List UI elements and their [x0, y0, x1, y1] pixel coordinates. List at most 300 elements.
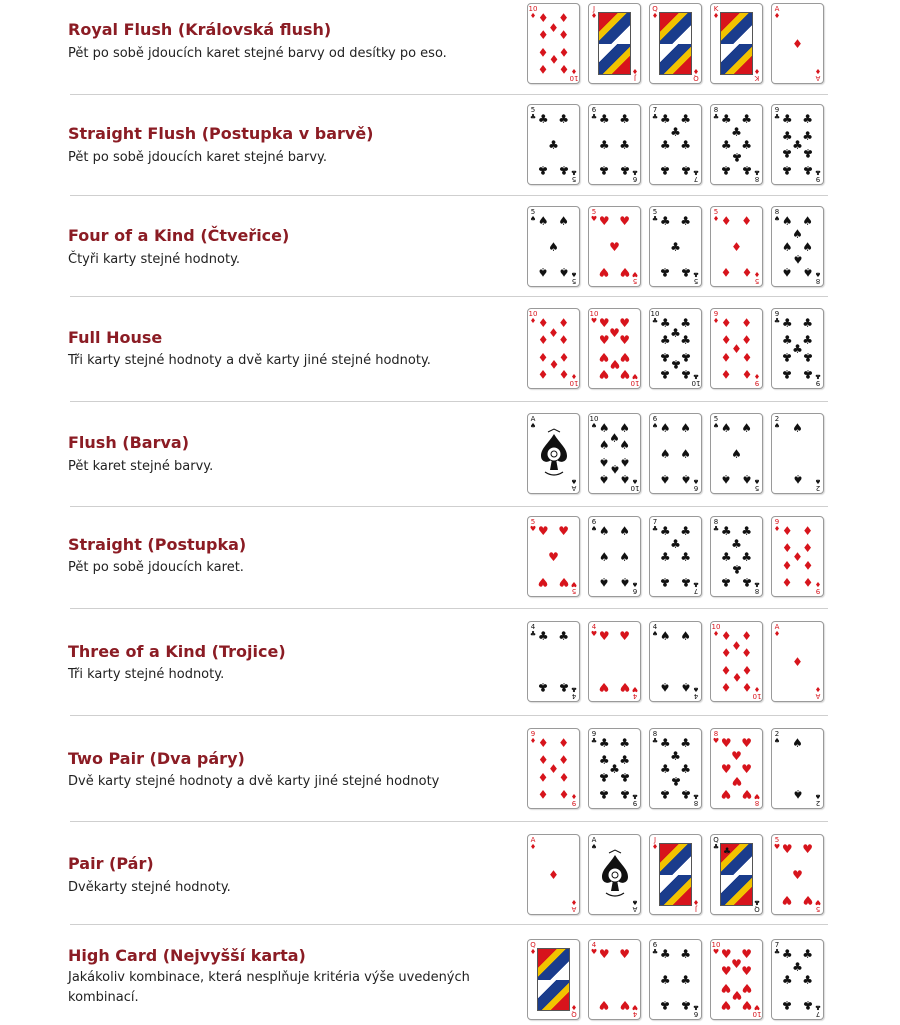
diamond-pip-icon: ♦ [741, 679, 753, 694]
hand-title: Royal Flush (Královská flush) [68, 20, 332, 39]
card-rank: 8 [652, 730, 658, 738]
hand-description: Čtyři karty stejné hodnoty. [68, 252, 241, 267]
card-rank: 8 [774, 208, 780, 216]
card-rank: 2 [815, 484, 821, 492]
card-rank: 10 [752, 692, 762, 700]
card-rank: 9 [530, 730, 536, 738]
card-index [813, 168, 823, 182]
club-pip-icon: ♣ [680, 316, 692, 331]
club-pip-icon: ♣ [802, 112, 814, 127]
hand-title: High Card (Nejvyšší karta) [68, 946, 306, 965]
heart-icon: ♥ [814, 898, 822, 906]
card-index [630, 168, 640, 182]
card-rank: A [632, 905, 638, 913]
club-pip-icon: ♣ [680, 736, 692, 751]
diamond-pip-icon: ♦ [537, 752, 549, 767]
club-pip-icon: ♣ [680, 264, 692, 279]
card-rank: 4 [591, 623, 597, 631]
card-rank: 4 [652, 623, 658, 631]
club-pip-icon: ♣ [781, 112, 793, 127]
heart-pip-icon: ♥ [781, 892, 793, 907]
heart-icon: ♥ [631, 372, 639, 380]
hand-title: Straight Flush (Postupka v barvě) [68, 124, 374, 143]
diamond-pip-icon: ♦ [720, 264, 732, 279]
heart-pip-icon: ♥ [720, 981, 732, 996]
card-group [527, 834, 837, 916]
diamond-pip-icon: ♦ [558, 786, 570, 801]
spade-icon: ♠ [570, 270, 578, 278]
club-pip-icon: ♣ [537, 629, 549, 644]
spade-icon: ♠ [753, 477, 761, 485]
diamond-pip-icon: ♦ [558, 11, 570, 26]
heart-icon: ♥ [773, 843, 781, 851]
diamond-icon: ♦ [773, 12, 781, 20]
card-index [630, 477, 640, 491]
club-pip-icon: ♣ [619, 137, 631, 152]
spade-pip-icon: ♠ [792, 736, 803, 751]
club-pip-icon: ♣ [802, 316, 814, 331]
heart-pip-icon: ♥ [741, 981, 753, 996]
heart-pip-icon: ♥ [558, 574, 570, 589]
card-rank: 7 [652, 106, 658, 114]
club-pip-icon: ♣ [680, 332, 692, 347]
spade-pip-icon: ♠ [680, 629, 692, 644]
spade-pip-icon: ♠ [659, 446, 671, 461]
playing-card-4-heart [588, 939, 641, 1020]
club-pip-icon: ♣ [659, 761, 671, 776]
card-index [569, 67, 579, 81]
spade-pip-icon: ♠ [659, 471, 671, 486]
card-rank: Q [652, 5, 658, 13]
spade-icon: ♠ [590, 843, 598, 851]
club-pip-icon: ♣ [659, 214, 671, 229]
diamond-icon: ♦ [753, 372, 761, 380]
diamond-icon: ♦ [529, 317, 537, 325]
heart-pip-icon: ♥ [619, 366, 631, 381]
card-index [752, 1003, 762, 1017]
card-rank: 10 [630, 484, 640, 492]
heart-pip-icon: ♥ [598, 997, 610, 1012]
diamond-pip-icon: ♦ [741, 645, 753, 660]
diamond-icon: ♦ [529, 843, 537, 851]
spade-pip-icon: ♠ [731, 446, 742, 461]
spade-pip-icon: ♠ [619, 524, 631, 539]
card-rank: 9 [713, 310, 719, 318]
card-rank: 8 [713, 106, 719, 114]
card-index [752, 168, 762, 182]
heart-pip-icon: ♥ [802, 892, 814, 907]
card-index [813, 685, 823, 699]
diamond-pip-icon: ♦ [792, 654, 803, 669]
diamond-pip-icon: ♦ [537, 316, 549, 331]
diamond-icon: ♦ [712, 12, 720, 20]
card-index [752, 898, 762, 912]
spade-pip-icon: ♠ [792, 252, 803, 267]
spade-icon: ♠ [590, 422, 598, 430]
club-pip-icon: ♣ [659, 264, 671, 279]
diamond-icon: ♦ [570, 1003, 578, 1011]
card-index [569, 580, 579, 594]
section-divider [70, 608, 828, 609]
spade-pip-icon: ♠ [802, 239, 814, 254]
card-rank: 9 [774, 106, 780, 114]
club-pip-icon: ♣ [781, 997, 793, 1012]
diamond-pip-icon: ♦ [741, 663, 753, 678]
spade-icon: ♠ [692, 477, 700, 485]
diamond-icon: ♦ [661, 16, 671, 26]
heart-pip-icon: ♥ [792, 867, 803, 882]
heart-pip-icon: ♥ [731, 988, 742, 1003]
card-rank: A [571, 484, 577, 492]
card-rank: 10 [569, 74, 579, 82]
card-rank: K [713, 5, 719, 13]
spade-icon: ♠ [651, 630, 659, 638]
club-pip-icon: ♣ [670, 239, 681, 254]
club-pip-icon: ♣ [680, 366, 692, 381]
card-rank: 8 [713, 518, 719, 526]
club-pip-icon: ♣ [619, 162, 631, 177]
card-rank: 10 [650, 310, 660, 318]
club-pip-icon: ♣ [558, 112, 570, 127]
hand-title: Three of a Kind (Trojice) [68, 642, 286, 661]
hand-title: Two Pair (Dva páry) [68, 749, 245, 768]
card-rank: 10 [711, 941, 721, 949]
hand-description: Pět po sobě jdoucích karet stejné barvy od desítky po eso. [68, 46, 447, 61]
hand-title: Straight (Postupka) [68, 535, 247, 554]
club-icon: ♣ [692, 270, 700, 278]
card-rank: 4 [632, 1010, 638, 1018]
diamond-pip-icon: ♦ [781, 574, 793, 589]
diamond-pip-icon: ♦ [720, 316, 732, 331]
card-group [527, 516, 837, 598]
card-index [691, 168, 701, 182]
ornate-ace-of-spades-icon [536, 428, 572, 480]
spade-pip-icon: ♠ [537, 264, 549, 279]
club-pip-icon: ♣ [670, 325, 681, 340]
card-index [772, 624, 782, 638]
card-rank: 6 [652, 941, 658, 949]
club-icon: ♣ [814, 1003, 822, 1011]
heart-pip-icon: ♥ [609, 325, 620, 340]
diamond-pip-icon: ♦ [802, 540, 814, 555]
diamond-pip-icon: ♦ [537, 27, 549, 42]
club-pip-icon: ♣ [781, 972, 793, 987]
card-rank: 4 [591, 941, 597, 949]
spade-pip-icon: ♠ [598, 524, 610, 539]
playing-card-9-club [771, 308, 824, 389]
diamond-pip-icon: ♦ [558, 45, 570, 60]
diamond-pip-icon: ♦ [720, 663, 732, 678]
card-rank: 6 [652, 415, 658, 423]
club-pip-icon: ♣ [781, 316, 793, 331]
spade-icon: ♠ [590, 525, 598, 533]
club-pip-icon: ♣ [792, 341, 803, 356]
heart-pip-icon: ♥ [720, 963, 732, 978]
heart-pip-icon: ♥ [720, 997, 732, 1012]
club-icon: ♣ [753, 168, 761, 176]
card-rank: A [530, 836, 536, 844]
card-rank: 5 [815, 905, 821, 913]
card-rank: 10 [630, 379, 640, 387]
card-rank: 9 [571, 799, 577, 807]
card-group [527, 939, 837, 1021]
club-icon: ♣ [712, 843, 720, 851]
heart-pip-icon: ♥ [598, 332, 610, 347]
card-rank: 8 [754, 799, 760, 807]
club-pip-icon: ♣ [781, 366, 793, 381]
card-index [772, 6, 782, 20]
heart-pip-icon: ♥ [720, 786, 732, 801]
club-pip-icon: ♣ [781, 128, 793, 143]
diamond-icon: ♦ [570, 67, 578, 75]
card-rank: 10 [528, 310, 538, 318]
diamond-pip-icon: ♦ [720, 332, 732, 347]
spade-pip-icon: ♠ [680, 421, 692, 436]
card-rank: 5 [571, 587, 577, 595]
card-index [691, 1003, 701, 1017]
club-icon: ♣ [753, 898, 761, 906]
diamond-pip-icon: ♦ [720, 629, 732, 644]
heart-pip-icon: ♥ [720, 947, 732, 962]
heart-pip-icon: ♥ [781, 842, 793, 857]
club-icon: ♣ [529, 113, 537, 121]
card-rank: 5 [754, 484, 760, 492]
diamond-pip-icon: ♦ [792, 36, 803, 51]
club-pip-icon: ♣ [659, 366, 671, 381]
club-pip-icon: ♣ [720, 137, 732, 152]
heart-pip-icon: ♥ [619, 332, 631, 347]
playing-card-10-spade [588, 413, 641, 494]
diamond-icon: ♦ [753, 685, 761, 693]
diamond-pip-icon: ♦ [558, 61, 570, 76]
card-index [691, 580, 701, 594]
card-rank: 5 [530, 518, 536, 526]
diamond-pip-icon: ♦ [558, 736, 570, 751]
playing-card-10-diamond [527, 308, 580, 389]
section-divider [70, 924, 828, 925]
playing-card-9-diamond [527, 728, 580, 809]
club-pip-icon: ♣ [680, 112, 692, 127]
diamond-icon: ♦ [814, 67, 822, 75]
club-icon: ♣ [773, 317, 781, 325]
club-icon: ♣ [651, 113, 659, 121]
card-index [691, 372, 701, 386]
card-index [813, 67, 823, 81]
diamond-icon: ♦ [773, 525, 781, 533]
club-pip-icon: ♣ [558, 162, 570, 177]
club-icon: ♣ [753, 580, 761, 588]
heart-icon: ♥ [753, 792, 761, 800]
heart-pip-icon: ♥ [609, 239, 620, 254]
heart-pip-icon: ♥ [537, 524, 549, 539]
card-rank: K [754, 74, 760, 82]
spade-pip-icon: ♠ [598, 574, 610, 589]
card-rank: 9 [774, 518, 780, 526]
card-index [630, 372, 640, 386]
heart-pip-icon: ♥ [558, 524, 570, 539]
playing-card-a-diamond [771, 3, 824, 84]
card-index [630, 685, 640, 699]
card-rank: Q [754, 905, 760, 913]
club-pip-icon: ♣ [802, 350, 814, 365]
heart-pip-icon: ♥ [731, 956, 742, 971]
club-icon: ♣ [651, 525, 659, 533]
playing-card-5-spade [710, 413, 763, 494]
club-pip-icon: ♣ [598, 162, 610, 177]
heart-icon: ♥ [590, 948, 598, 956]
club-pip-icon: ♣ [680, 214, 692, 229]
card-rank: A [774, 5, 780, 13]
spade-pip-icon: ♠ [680, 471, 692, 486]
diamond-pip-icon: ♦ [537, 332, 549, 347]
section-divider [70, 94, 828, 95]
diamond-pip-icon: ♦ [720, 350, 732, 365]
diamond-pip-icon: ♦ [741, 264, 753, 279]
heart-pip-icon: ♥ [619, 679, 631, 694]
playing-card-8-club [710, 516, 763, 597]
heart-pip-icon: ♥ [741, 947, 753, 962]
spade-pip-icon: ♠ [680, 446, 692, 461]
spade-icon: ♠ [773, 737, 781, 745]
club-pip-icon: ♣ [792, 137, 803, 152]
club-pip-icon: ♣ [680, 947, 692, 962]
card-rank: 8 [713, 730, 719, 738]
club-pip-icon: ♣ [802, 332, 814, 347]
heart-pip-icon: ♥ [598, 264, 610, 279]
card-rank: 9 [754, 379, 760, 387]
club-pip-icon: ♣ [720, 162, 732, 177]
card-index [630, 270, 640, 284]
card-rank: 5 [713, 415, 719, 423]
card-rank: A [815, 692, 821, 700]
spade-pip-icon: ♠ [609, 462, 620, 477]
card-index [691, 67, 701, 81]
card-rank: 9 [815, 379, 821, 387]
spade-pip-icon: ♠ [537, 214, 549, 229]
diamond-icon: ♦ [631, 67, 639, 75]
spade-pip-icon: ♠ [802, 214, 814, 229]
club-icon: ♣ [590, 113, 598, 121]
card-rank: 5 [693, 277, 699, 285]
spade-pip-icon: ♠ [598, 455, 610, 470]
heart-pip-icon: ♥ [619, 214, 631, 229]
diamond-icon: ♦ [692, 67, 700, 75]
club-pip-icon: ♣ [598, 770, 610, 785]
diamond-pip-icon: ♦ [558, 316, 570, 331]
playing-card-7-club [771, 939, 824, 1020]
heart-icon: ♥ [631, 685, 639, 693]
heart-pip-icon: ♥ [741, 786, 753, 801]
card-rank: 7 [693, 175, 699, 183]
diamond-icon: ♦ [712, 215, 720, 223]
club-icon: ♣ [651, 215, 659, 223]
card-rank: 10 [589, 415, 599, 423]
card-index [630, 580, 640, 594]
club-icon: ♣ [692, 168, 700, 176]
spade-pip-icon: ♠ [548, 239, 559, 254]
club-pip-icon: ♣ [720, 524, 732, 539]
card-group [527, 206, 837, 288]
heart-icon: ♥ [753, 1003, 761, 1011]
diamond-icon: ♦ [590, 12, 598, 20]
club-pip-icon: ♣ [731, 562, 742, 577]
playing-card-6-club [588, 104, 641, 185]
playing-card-6-club [649, 939, 702, 1020]
diamond-pip-icon: ♦ [781, 524, 793, 539]
diamond-pip-icon: ♦ [802, 574, 814, 589]
card-rank: A [530, 415, 536, 423]
card-rank: J [592, 5, 596, 13]
card-rank: Q [530, 941, 536, 949]
playing-card-4-heart [588, 621, 641, 702]
diamond-icon: ♦ [753, 270, 761, 278]
card-group [527, 3, 837, 85]
club-pip-icon: ♣ [598, 786, 610, 801]
card-rank: 5 [530, 208, 536, 216]
club-icon: ♣ [814, 168, 822, 176]
card-rank: J [633, 74, 637, 82]
spade-icon: ♠ [773, 422, 781, 430]
hand-description: Tři karty stejné hodnoty a dvě karty jiné stejné hodnoty. [68, 353, 431, 368]
club-pip-icon: ♣ [659, 947, 671, 962]
card-rank: 8 [815, 277, 821, 285]
card-rank: A [591, 836, 597, 844]
club-pip-icon: ♣ [659, 316, 671, 331]
section-divider [70, 715, 828, 716]
club-pip-icon: ♣ [741, 549, 753, 564]
diamond-pip-icon: ♦ [792, 549, 803, 564]
club-pip-icon: ♣ [598, 137, 610, 152]
club-pip-icon: ♣ [670, 748, 681, 763]
card-rank: 4 [693, 692, 699, 700]
spade-pip-icon: ♠ [598, 421, 610, 436]
card-index [569, 270, 579, 284]
spade-pip-icon: ♠ [720, 471, 732, 486]
club-pip-icon: ♣ [659, 997, 671, 1012]
section-divider [70, 401, 828, 402]
hand-description: Pět po sobě jdoucích karet stejné barvy. [68, 150, 328, 165]
face-card-figure [659, 843, 692, 906]
club-pip-icon: ♣ [659, 332, 671, 347]
card-index [772, 731, 782, 745]
card-index [569, 898, 579, 912]
club-pip-icon: ♣ [659, 162, 671, 177]
card-index [630, 1003, 640, 1017]
diamond-pip-icon: ♦ [741, 332, 753, 347]
diamond-pip-icon: ♦ [802, 558, 814, 573]
card-rank: 5 [571, 277, 577, 285]
heart-pip-icon: ♥ [802, 842, 814, 857]
spade-pip-icon: ♠ [598, 549, 610, 564]
diamond-icon: ♦ [814, 685, 822, 693]
card-rank: 10 [569, 379, 579, 387]
spade-pip-icon: ♠ [792, 471, 803, 486]
section-divider [70, 506, 828, 507]
heart-pip-icon: ♥ [741, 761, 753, 776]
diamond-pip-icon: ♦ [548, 52, 559, 67]
heart-pip-icon: ♥ [548, 549, 559, 564]
club-pip-icon: ♣ [741, 574, 753, 589]
diamond-pip-icon: ♦ [741, 629, 753, 644]
playing-card-2-spade [771, 413, 824, 494]
playing-card-6-spade [649, 413, 702, 494]
club-pip-icon: ♣ [802, 366, 814, 381]
club-pip-icon: ♣ [659, 524, 671, 539]
card-rank: 4 [530, 623, 536, 631]
playing-card-5-spade [527, 206, 580, 287]
card-rank: Q [713, 836, 719, 844]
card-index [752, 270, 762, 284]
